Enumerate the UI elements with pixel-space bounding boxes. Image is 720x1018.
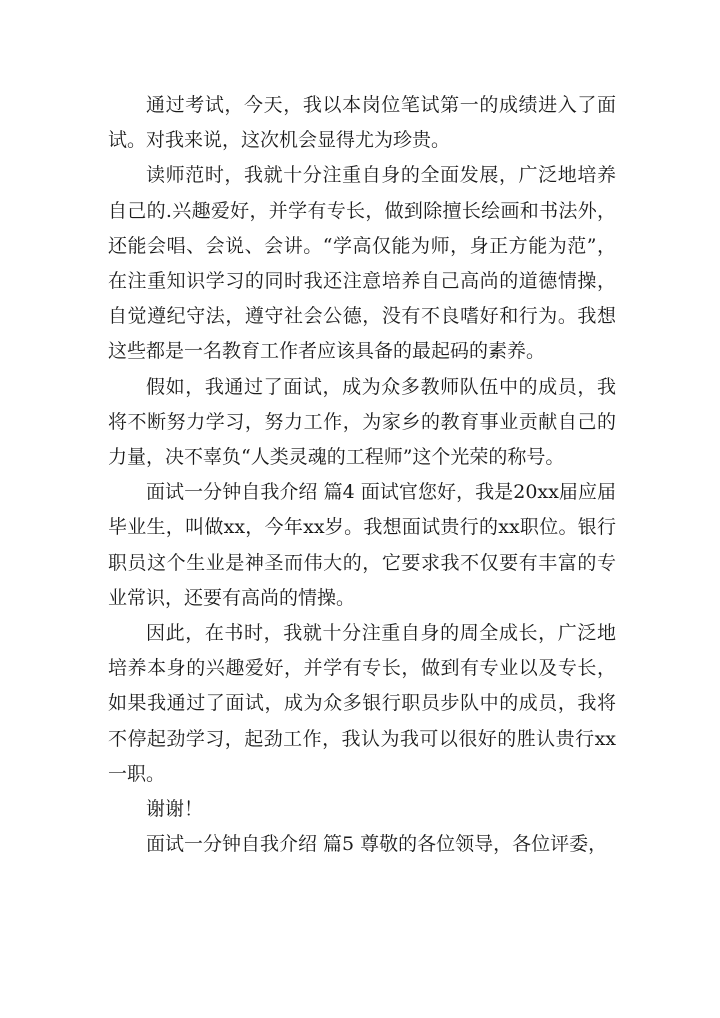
paragraph: 读师范时，我就十分注重自身的全面发展，广泛地培养自己的.兴趣爱好，并学有专长，做到除擅长绘画和书法外，还能会唱、会说、会讲。“学高仅能为师，身正方能为范”，在注重知识学习的同时我还注意培养自己高尚的道德情操，自觉遵纪守法，遵守社会公德，没有不良嗜好和行为。我想这些都是一名教育工作者应该具备的最起码的素养。 (108, 164, 616, 363)
paragraph: 假如，我通过了面试，成为众多教师队伍中的成员，我将不断努力学习，努力工作，为家乡的教育事业贡献自己的力量，决不辜负“人类灵魂的工程师”这个光荣的称号。 (108, 375, 616, 469)
paragraph: 面试一分钟自我介绍 篇5 尊敬的各位领导，各位评委， (146, 833, 608, 856)
paragraph: 谢谢！ (146, 798, 204, 821)
paragraph: 面试一分钟自我介绍 篇4 面试官您好，我是20xx届应届毕业生，叫做xx，今年xx岁。我想面试贵行的xx职位。银行职员这个生业是神圣而伟大的，它要求我不仅要有丰富的专业常识，还要有高尚的情操。 (108, 481, 616, 609)
paragraph: 因此，在书时，我就十分注重自身的周全成长，广泛地培养本身的兴趣爱好，并学有专长，做到有专业以及专长，如果我通过了面试，成为众多银行职员步队中的成员，我将不停起劲学习，起劲工作，我认为我可以很好的胜认贵行xx一职。 (108, 622, 616, 785)
paragraph: 通过考试，今天，我以本岗位笔试第一的成绩进入了面试。对我来说，这次机会显得尤为珍贵。 (108, 94, 616, 152)
document-body (108, 88, 616, 862)
